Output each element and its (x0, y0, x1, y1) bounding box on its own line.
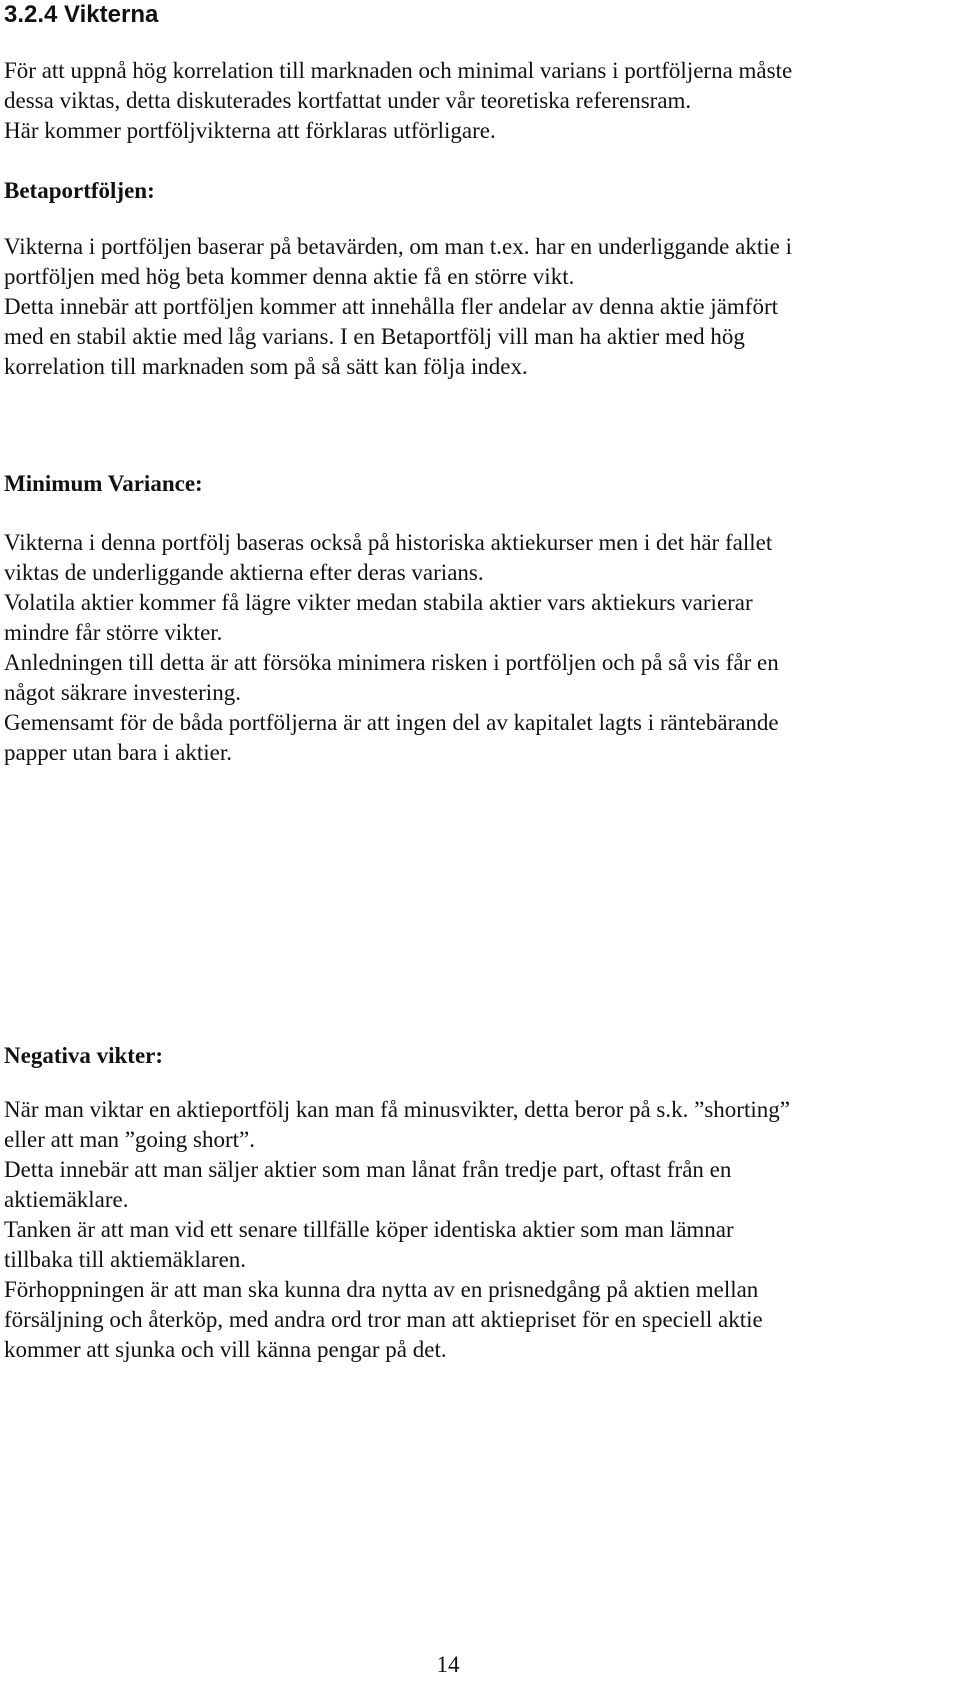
section-heading: 3.2.4 Vikterna (4, 1, 159, 28)
negative-weights-heading: Negativa vikter: (4, 1043, 164, 1068)
intro-paragraph (4, 56, 954, 146)
text-line: För att uppnå hög korrelation till marknaden och minimal varians i portföljerna måste (4, 58, 793, 83)
text-line: Gemensamt för de båda portföljerna är att ingen del av kapitalet lagts i räntebärande (4, 710, 779, 735)
text-line: viktas de underliggande aktierna efter deras varians. (4, 560, 484, 585)
page-number: 14 (436, 1652, 460, 1677)
negative-weights-paragraph (4, 1095, 954, 1365)
text-line: Vikterna i portföljen baserar på betavärden, om man t.ex. har en underliggande aktie i (4, 234, 792, 259)
text-line: När man viktar en aktieportfölj kan man få minusvikter, detta beror på s.k. ”shorting” (4, 1097, 790, 1122)
text-line: Tanken är att man vid ett senare tillfälle köper identiska aktier som man lämnar (4, 1217, 734, 1242)
text-line: Detta innebär att portföljen kommer att innehålla fler andelar av denna aktie jämfört (4, 294, 779, 319)
text-line: Vikterna i denna portfölj baseras också på historiska aktiekurser men i det här fallet (4, 530, 773, 555)
text-line: något säkrare investering. (4, 680, 241, 705)
text-line: dessa viktas, detta diskuterades kortfattat under vår teoretiska referensram. (4, 88, 692, 113)
text-line: Detta innebär att man säljer aktier som man lånat från tredje part, oftast från en (4, 1157, 732, 1182)
text-line: Anledningen till detta är att försöka minimera risken i portföljen och på så vis får en (4, 650, 779, 675)
text-line: papper utan bara i aktier. (4, 740, 232, 765)
beta-portfolio-heading: Betaportföljen: (4, 178, 155, 203)
minimum-variance-paragraph (4, 528, 954, 768)
minimum-variance-heading: Minimum Variance: (4, 471, 203, 496)
text-line: tillbaka till aktiemäklaren. (4, 1247, 247, 1272)
beta-portfolio-paragraph (4, 232, 954, 382)
text-line: kommer att sjunka och vill känna pengar på det. (4, 1337, 447, 1362)
text-line: eller att man ”going short”. (4, 1127, 256, 1152)
text-line: försäljning och återköp, med andra ord tror man att aktiepriset för en speciell aktie (4, 1307, 763, 1332)
text-line: Volatila aktier kommer få lägre vikter medan stabila aktier vars aktiekurs varierar (4, 590, 753, 615)
text-line: Här kommer portföljvikterna att förklaras utförligare. (4, 118, 496, 143)
text-line: Förhoppningen är att man ska kunna dra nytta av en prisnedgång på aktien mellan (4, 1277, 759, 1302)
text-line: aktiemäklare. (4, 1187, 129, 1212)
text-line: portföljen med hög beta kommer denna aktie få en större vikt. (4, 264, 575, 289)
text-line: mindre får större vikter. (4, 620, 223, 645)
text-line: med en stabil aktie med låg varians. I en Betaportfölj vill man ha aktier med hög (4, 324, 745, 349)
text-line: korrelation till marknaden som på så sätt kan följa index. (4, 354, 528, 379)
